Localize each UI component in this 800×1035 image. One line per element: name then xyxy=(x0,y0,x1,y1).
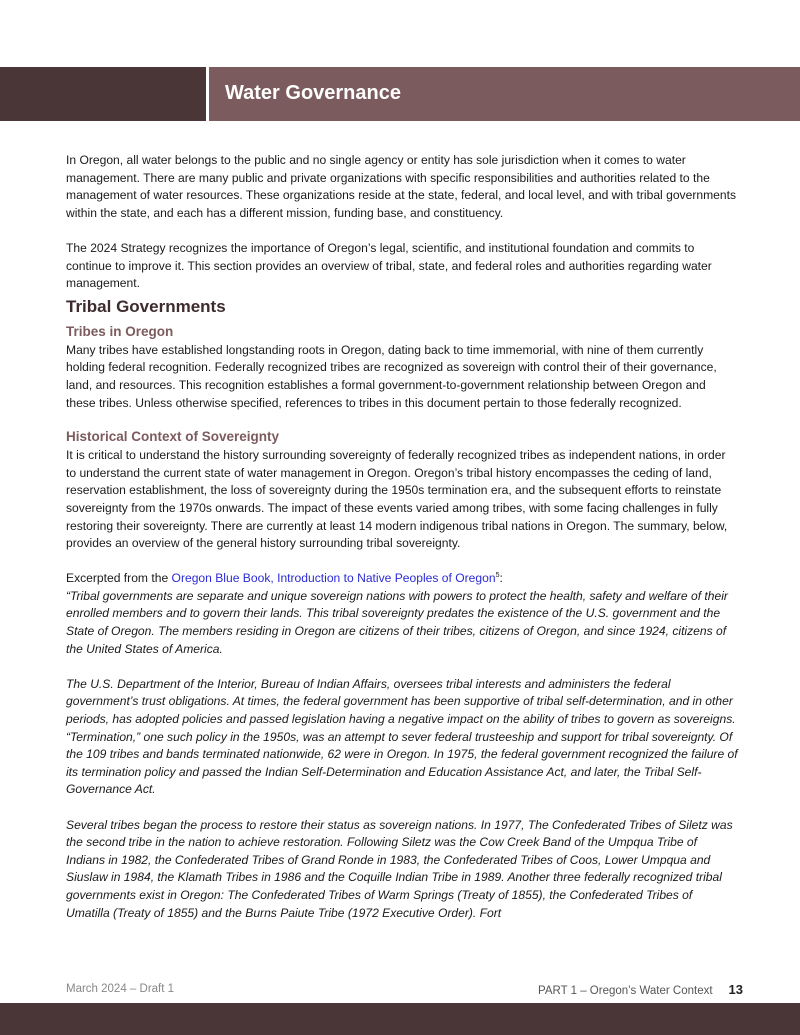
footer-date: March 2024 – Draft 1 xyxy=(66,983,175,995)
document-body xyxy=(66,152,738,922)
page-banner xyxy=(209,67,800,121)
footer-part xyxy=(538,982,743,997)
quote-paragraph-1: “Tribal governments are separate and unique sovereign nations with powers to protect the health, safety and welfare of their enrolled members and to govern their lands. This tribal sovereignty predates the existence of the U.S. government and the State of Oregon. The members residing in Oregon are citizens of their tribes, citizens of Oregon, and since 1924, citizens of the United States of America. xyxy=(66,588,728,656)
subheading-historical-context: Historical Context of Sovereignty xyxy=(66,429,280,445)
excerpt-prefix: Excerpted from the xyxy=(66,571,172,586)
intro-paragraph-2: The 2024 Strategy recognizes the importance of Oregon’s legal, scientific, and institutional foundation and commits to continue to improve it. This section provides an overview of tribal, state, and federal roles and authorities regarding water management. xyxy=(66,240,712,291)
excerpt-line xyxy=(66,570,738,588)
page-title: Water Governance xyxy=(225,82,401,104)
section-heading-tribal-governments: Tribal Governments xyxy=(66,296,226,316)
tribes-paragraph: Many tribes have established longstanding roots in Oregon, dating back to time immemorial, with nine of them currently holding federal recognition. Federally recognized tribes are recognized as sovereign with control their of their governance, land, and resources. This recognition establishes a formal government-to-government relationship between Oregon and these tribes. Unless otherwise specified, references to tribes in this document pertain to those federally recognized. xyxy=(66,342,717,410)
subheading-tribes-in-oregon: Tribes in Oregon xyxy=(66,323,174,339)
history-paragraph: It is critical to understand the history surrounding sovereignty of federally recognized tribes as independent nations, in order to understand the current state of water management in Oregon. Oregon’s tribal history encompasses the ceding of land, reservation establishment, the loss of sovereignty during the 1950s termination era, and the subsequent efforts to reinstate sovereignty from the 1970s onwards. The impact of these events varied among tribes, with some facing challenges in fully restoring their sovereignty. There are currently at least 14 modern indigenous tribal nations in Oregon. The summary, below, provides an overview of the general history surrounding tribal sovereignty. xyxy=(66,448,728,551)
footnote-marker[interactable]: 5 xyxy=(495,572,500,580)
oregon-blue-book-link[interactable]: Oregon Blue Book, Introduction to Native Peoples of Oregon xyxy=(171,571,496,586)
quote-paragraph-2: The U.S. Department of the Interior, Bureau of Indian Affairs, oversees tribal interests and administers the federal government’s trust obligations. At times, the federal government has been supportive of tribal self-determination, and in other periods, has adopted policies and passed legislation having a negative impact on the ability of tribes to govern as sovereigns. “Termination,” one such policy in the 1950s, was an attempt to sever federal trusteeship and support for tribal sovereignty. Of the 109 tribes and bands terminated nationwide, 62 were in Oregon. In 1975, the federal government recognized the failure of its termination policy and passed the Indian Self-Determination and Education Assistance Act, and later, the Tribal Self-Governance Act. xyxy=(66,676,738,797)
excerpt-suffix: : xyxy=(499,571,503,586)
intro-paragraph-1: In Oregon, all water belongs to the public and no single agency or entity has sole jurisdiction when it comes to water management. There are many public and private organizations with specific responsibilities and authorities related to the management of water resources. These organizations reside at the state, federal, and local level, and with tribal governments within the state, and each has a different mission, funding base, and constituency. xyxy=(66,153,737,220)
quote-paragraph-3: Several tribes began the process to restore their status as sovereign nations. In 1977, The Confederated Tribes of Siletz was the second tribe in the nation to achieve restoration. Following Siletz was the Cow Creek Band of the Umpqua Tribe of Indians in 1982, the Confederated Tribes of Grand Ronde in 1983, the Confederated Tribes of Coos, Lower Umpqua and Siuslaw in 1984, the Klamath Tribes in 1986 and the Coquille Indian Tribe in 1989. Another three federally recognized tribal governments exist in Oregon: The Confederated Tribes of Warm Springs (Treaty of 1855), the Confederated Tribes of Umatilla (Treaty of 1855) and the Burns Paiute Tribe (1972 Executive Order). Fort xyxy=(66,817,733,920)
page-number: 13 xyxy=(728,982,743,997)
banner-accent-block xyxy=(0,67,206,121)
footer-part-label: PART 1 – Oregon’s Water Context xyxy=(538,985,713,997)
footer-bar xyxy=(0,1003,800,1035)
